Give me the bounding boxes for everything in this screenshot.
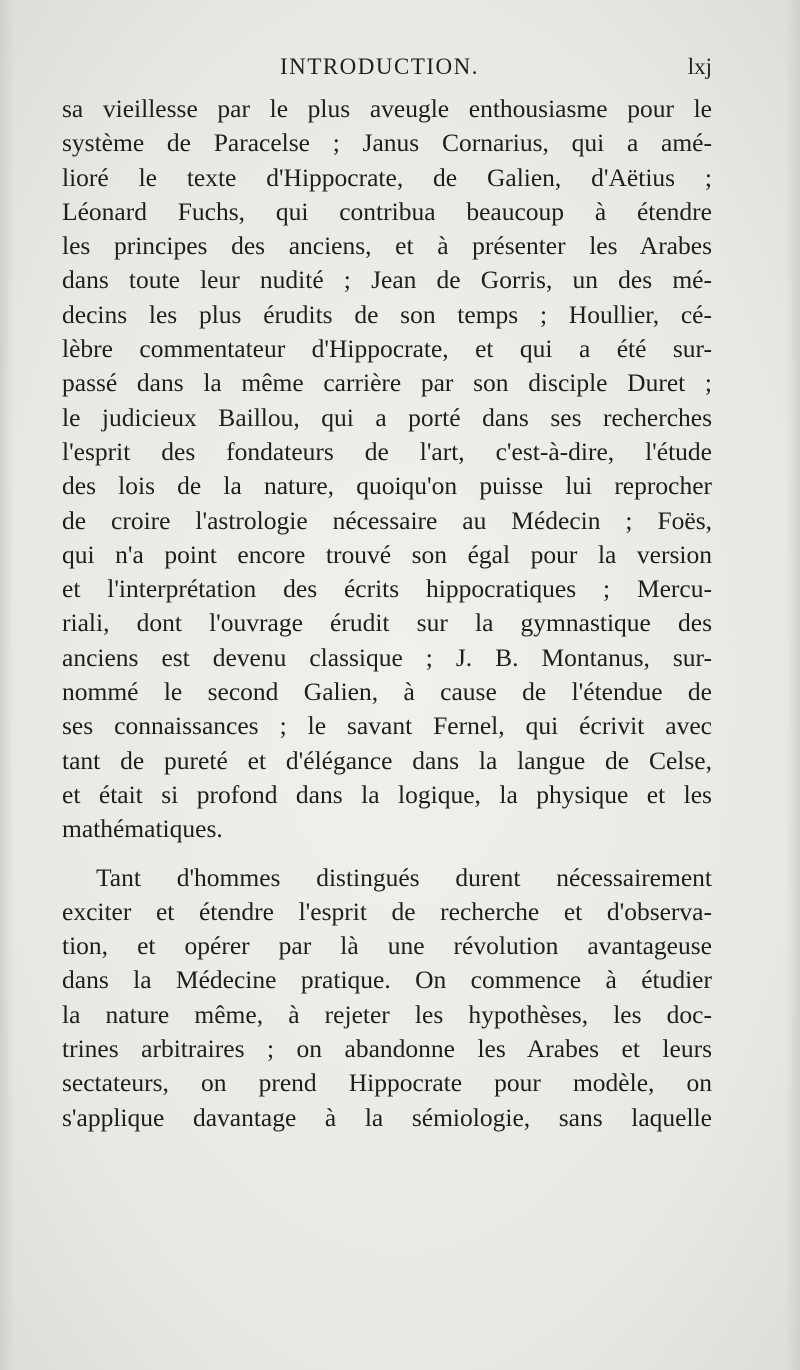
text-line: Tant d'hommes distingués durent nécessairement bbox=[96, 862, 712, 892]
text-line: et était si profond dans la logique, la physique et les bbox=[62, 779, 712, 809]
text-line: sa vieillesse par le plus aveugle enthousiasme pour le bbox=[62, 94, 712, 123]
paragraph-gap bbox=[62, 847, 712, 861]
text-line: exciter et étendre l'esprit de recherche et d'observa- bbox=[62, 896, 712, 926]
text-line: s'applique davantage à la sémiologie, sans laquelle bbox=[62, 1102, 712, 1132]
text-line: des lois de la nature, quoiqu'on puisse lui reprocher bbox=[62, 471, 712, 501]
running-title: INTRODUCTION. bbox=[280, 54, 480, 79]
page-edge-left bbox=[0, 0, 14, 1370]
running-head bbox=[62, 54, 712, 88]
text-line: mathématiques. bbox=[62, 814, 223, 844]
text-line: la nature même, à rejeter les hypothèses, les doc- bbox=[62, 999, 712, 1029]
page-number: lxj bbox=[687, 54, 712, 79]
text-line: decins les plus érudits de son temps ; Houllier, cé- bbox=[62, 299, 712, 329]
text-line: anciens est devenu classique ; J. B. Montanus, sur- bbox=[62, 642, 712, 672]
text-line: de croire l'astrologie nécessaire au Médecin ; Foës, bbox=[62, 505, 712, 535]
text-line: riali, dont l'ouvrage érudit sur la gymnastique des bbox=[62, 608, 712, 638]
text-line: tion, et opérer par là une révolution avantageuse bbox=[62, 931, 712, 961]
text-line: tant de pureté et d'élégance dans la langue de Celse, bbox=[62, 745, 712, 775]
paragraph-1 bbox=[62, 92, 712, 847]
text-line: trines arbitraires ; on abandonne les Arabes et leurs bbox=[62, 1034, 712, 1064]
body-text bbox=[62, 92, 712, 1135]
text-line: Léonard Fuchs, qui contribua beaucoup à étendre bbox=[62, 196, 712, 226]
text-line: passé dans la même carrière par son disciple Duret ; bbox=[62, 368, 712, 398]
text-line: l'esprit des fondateurs de l'art, c'est-à-dire, l'étude bbox=[62, 436, 712, 466]
text-line: nommé le second Galien, à cause de l'étendue de bbox=[62, 677, 712, 707]
text-line: lèbre commentateur d'Hippocrate, et qui a été sur- bbox=[62, 334, 712, 364]
text-line: système de Paracelse ; Janus Cornarius, qui a amé- bbox=[62, 128, 712, 158]
text-line: qui n'a point encore trouvé son égal pour la version bbox=[62, 539, 712, 569]
paragraph-2 bbox=[62, 861, 712, 1135]
text-line: lioré le texte d'Hippocrate, de Galien, d'Aëtius ; bbox=[62, 162, 712, 192]
text-line: dans la Médecine pratique. On commence à étudier bbox=[62, 965, 712, 995]
text-line: les principes des anciens, et à présenter les Arabes bbox=[62, 231, 712, 261]
text-line: ses connaissances ; le savant Fernel, qui écrivit avec bbox=[62, 711, 712, 741]
text-line: le judicieux Baillou, qui a porté dans ses recherches bbox=[62, 402, 712, 432]
text-line: dans toute leur nudité ; Jean de Gorris, un des mé- bbox=[62, 265, 712, 295]
text-line: sectateurs, on prend Hippocrate pour modèle, on bbox=[62, 1068, 712, 1098]
page-edge-right bbox=[786, 0, 800, 1370]
text-line: et l'interprétation des écrits hippocratiques ; Mercu- bbox=[62, 574, 712, 604]
